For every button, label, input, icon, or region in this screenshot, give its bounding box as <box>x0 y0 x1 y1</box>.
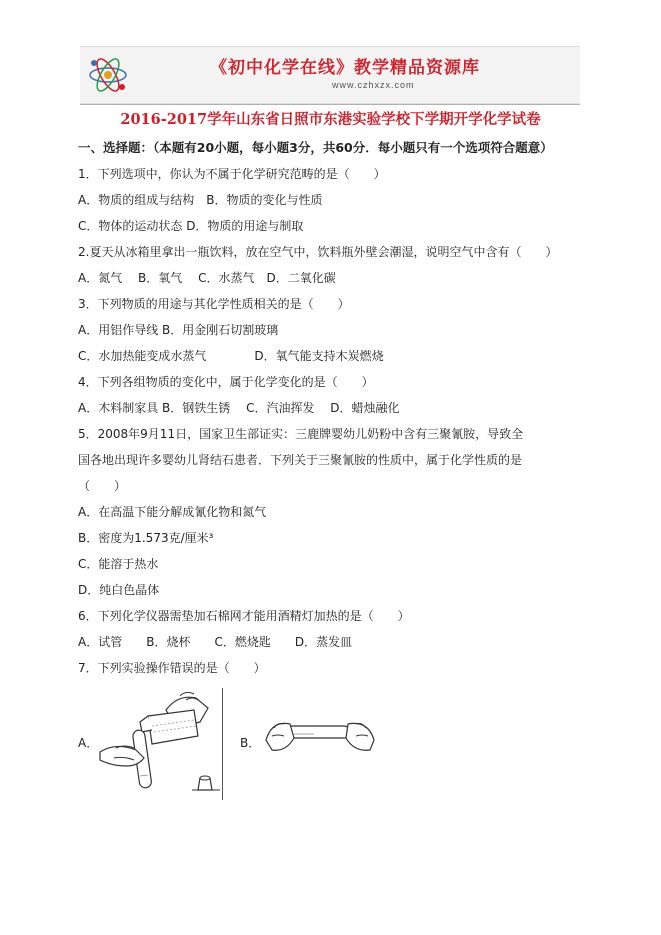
header-banner <box>80 46 580 104</box>
question-7-stem: 7．下列实验操作错误的是（ ） <box>78 661 266 675</box>
banner-title: 《初中化学在线》教学精品资源库 <box>210 58 480 78</box>
question-3-option-line: A．用铝作导线 B．用金刚石切割玻璃 <box>78 323 279 337</box>
question-3-stem: 3．下列物质的用途与其化学性质相关的是（ ） <box>78 297 350 311</box>
question-5-stem: 5．2008年9月11日，国家卫生部证实：三鹿牌婴幼儿奶粉中含有三聚氰胺，导致全 <box>78 427 524 441</box>
question-6-option-line: A．试管 B．烧杯 C．燃烧匙 D．蒸发皿 <box>78 635 353 649</box>
figure-separator <box>222 688 223 800</box>
question-5-option-d: D．纯白色晶体 <box>78 583 160 597</box>
question-1-stem: 1．下列选项中，你认为不属于化学研究范畴的是（ ） <box>78 167 386 181</box>
banner-url: www.czhxzx.com <box>332 80 415 90</box>
question-2-option-line: A．氮气 B．氧气 C．水蒸气 D．二氧化碳 <box>78 271 336 285</box>
molecule-logo-icon <box>86 53 130 97</box>
question-3-option-line: C．水加热能变成水蒸气 D．氧气能支持木炭燃烧 <box>78 349 384 363</box>
question-5-stem: （ ） <box>78 479 127 493</box>
question-6-stem: 6．下列化学仪器需垫加石棉网才能用酒精灯加热的是（ ） <box>78 609 410 623</box>
holding-test-tube-figure <box>264 706 376 762</box>
question-5-stem: 国各地出现许多婴幼儿肾结石患者．下列关于三聚氰胺的性质中，属于化学性质的是 <box>78 453 523 467</box>
figure-b-label: B． <box>240 736 261 750</box>
section-heading: 一、选择题：（本题有20小题，每小题3分，共60分．每小题只有一个选项符合题意） <box>78 140 553 155</box>
question-5-option-b: B．密度为1.573克/厘米³ <box>78 531 214 545</box>
question-4-option-line: A．木料制家具 B．钢铁生锈 C．汽油挥发 D．蜡烛融化 <box>78 401 400 415</box>
question-4-stem: 4．下列各组物质的变化中，属于化学变化的是（ ） <box>78 375 374 389</box>
question-1-option-line: C．物体的运动状态 D．物质的用途与制取 <box>78 219 304 233</box>
paper-title: 2016-2017学年山东省日照市东港实验学校下学期开学化学试卷 <box>120 111 541 128</box>
figure-a-label: A． <box>78 736 99 750</box>
question-5-option-a: A．在高温下能分解成氰化物和氮气 <box>78 505 267 519</box>
question-1-option-line: A．物质的组成与结构 B．物质的变化与性质 <box>78 193 323 207</box>
pouring-liquid-figure <box>96 686 220 798</box>
question-2-stem: 2.夏天从冰箱里拿出一瓶饮料，放在空气中，饮料瓶外壁会潮湿，说明空气中含有（ ） <box>78 245 558 259</box>
question-5-option-c: C．能溶于热水 <box>78 557 159 571</box>
header-divider <box>80 104 580 105</box>
